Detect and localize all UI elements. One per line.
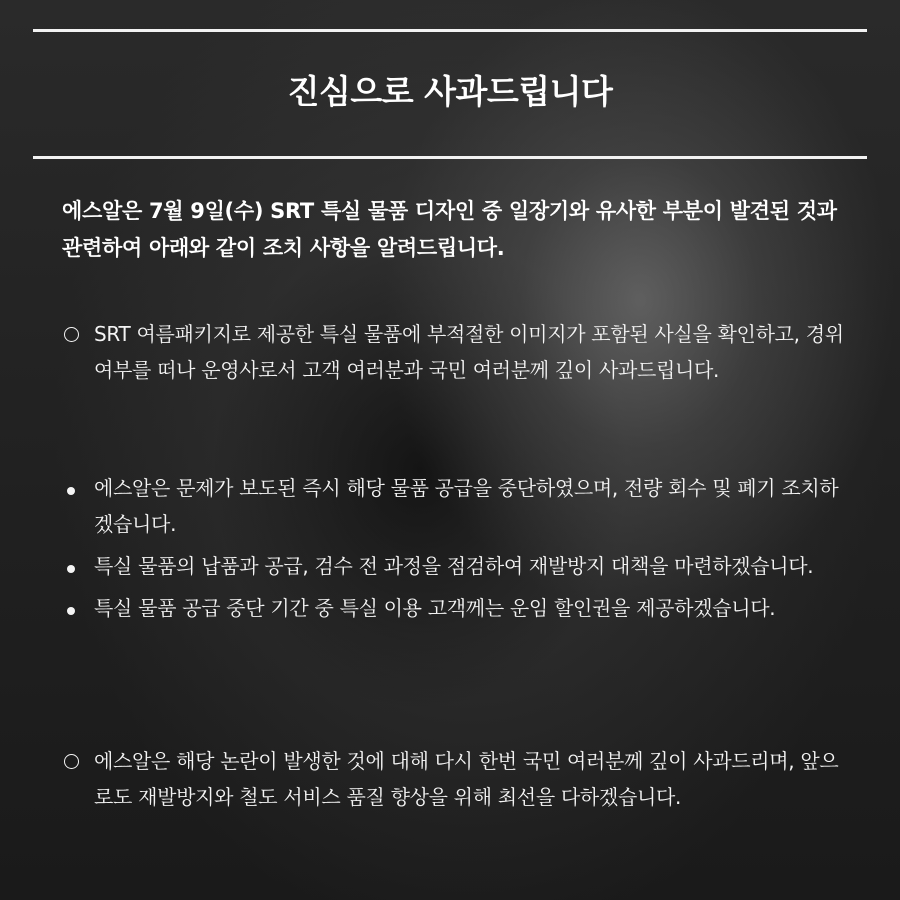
dot-bullet-icon [62, 470, 86, 506]
apology-section [62, 316, 852, 388]
apology-item [62, 316, 852, 388]
measure-text: 에스알은 문제가 보도된 즉시 해당 물품 공급을 중단하였으며, 전량 회수 및 폐기 조치하겠습니다. [94, 476, 839, 536]
list-item [62, 548, 852, 584]
closing-item [62, 743, 852, 815]
bottom-divider [33, 156, 867, 159]
page-title: 진심으로 사과드립니다 [287, 72, 613, 111]
measure-text: 특실 물품 공급 중단 기간 중 특실 이용 고객께는 운임 할인권을 제공하겠습니다. [94, 596, 776, 620]
top-divider [33, 29, 867, 32]
closing-section [62, 743, 852, 815]
measure-text: 특실 물품의 납품과 공급, 검수 전 과정을 점검하여 재발방지 대책을 마련하겠습니다. [94, 554, 814, 578]
dot-bullet-icon [62, 590, 86, 626]
measures-list [62, 470, 852, 626]
list-item [62, 470, 852, 542]
circle-bullet-icon [62, 316, 86, 353]
intro-paragraph: 에스알은 7월 9일(수) SRT 특실 물품 디자인 중 일장기와 유사한 부분이 발견된 것과 관련하여 아래와 같이 조치 사항을 알려드립니다. [62, 199, 837, 260]
circle-bullet-icon [62, 743, 86, 780]
apology-text: SRT 여름패키지로 제공한 특실 물품에 부적절한 이미지가 포함된 사실을 확인하고, 경위 여부를 떠나 운영사로서 고객 여러분과 국민 여러분께 깊이 사과드립니다. [94, 322, 844, 382]
closing-text: 에스알은 해당 논란이 발생한 것에 대해 다시 한번 국민 여러분께 깊이 사과드리며, 앞으로도 재발방지와 철도 서비스 품질 향상을 위해 최선을 다하겠습니다. [94, 749, 839, 809]
dot-bullet-icon [62, 548, 86, 584]
list-item [62, 590, 852, 626]
